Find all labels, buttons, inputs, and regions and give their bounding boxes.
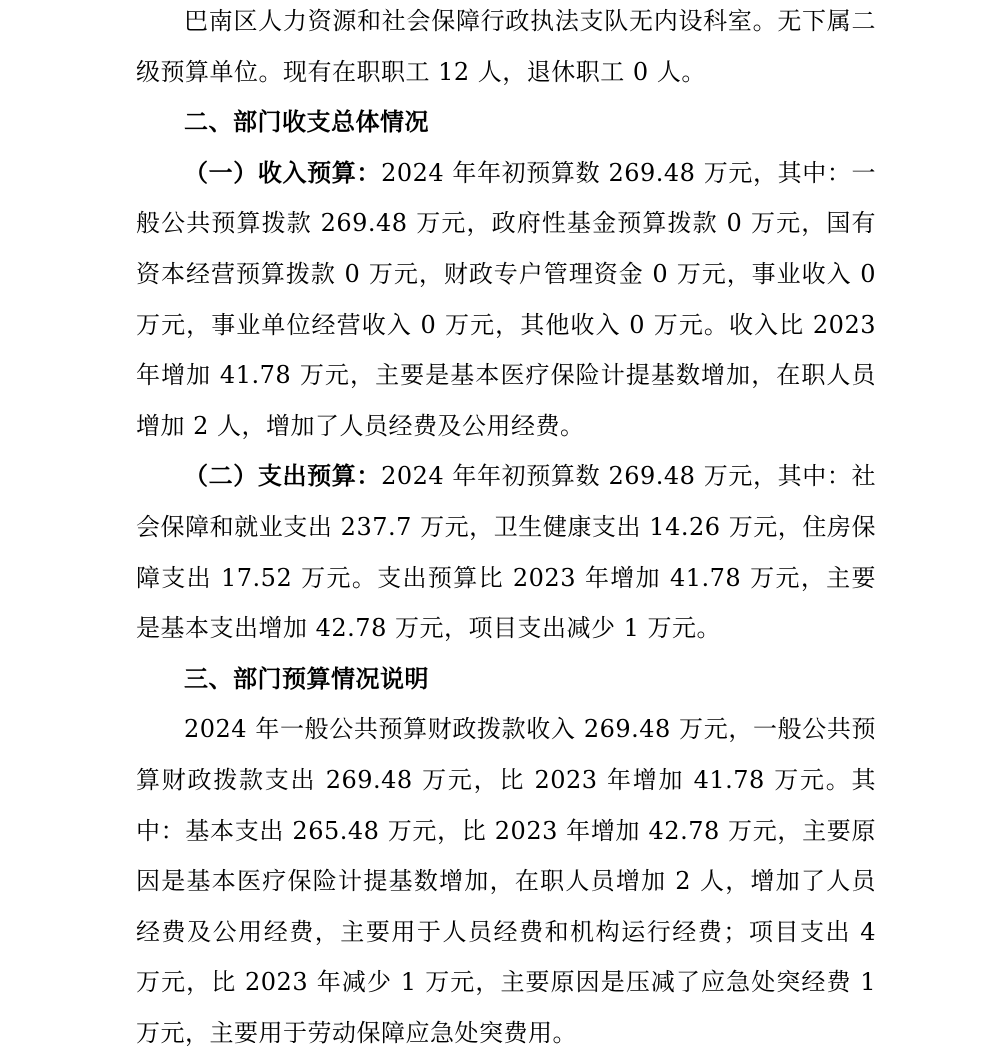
paragraph-expenditure-budget [136, 451, 876, 653]
paragraph-general-budget [136, 704, 876, 1058]
paragraph-income-budget [136, 148, 876, 452]
paragraph-lead: （二）支出预算： [184, 462, 382, 491]
paragraph-text: 巴南区人力资源和社会保障行政执法支队无内设科室。无下属二级预算单位。现有在职职工 12 人，退休职工 0 人。 [136, 7, 876, 86]
section-heading-budget-explanation: 三、部门预算情况说明 [184, 664, 429, 693]
paragraph-lead: （一）收入预算： [184, 158, 382, 187]
document-page [136, 0, 876, 1058]
section-heading-overall-budget: 二、部门收支总体情况 [184, 108, 429, 137]
paragraph-text: 2024 年年初预算数 269.48 万元，其中：一般公共预算拨款 269.48 万元，政府性基金预算拨款 0 万元，国有资本经营预算拨款 0 万元，财政专户管理资金 0 万元，事业收入 0 万元，事业单位经营收入 0 万元，其他收入 0 万元。收入比 2023 年增加 41.78 万元，主要是基本医疗保险计提基数增加，在职人员增加 2 人，增加了人员经费及公用经费。 [136, 158, 876, 440]
paragraph-text: 2024 年年初预算数 269.48 万元，其中：社会保障和就业支出 237.7 万元，卫生健康支出 14.26 万元，住房保障支出 17.52 万元。支出预算比 2023 年增加 41.78 万元，主要是基本支出增加 42.78 万元，项目支出减少 1 万元。 [136, 462, 876, 643]
paragraph-text: 2024 年一般公共预算财政拨款收入 269.48 万元，一般公共预算财政拨款支出 269.48 万元，比 2023 年增加 41.78 万元。其中：基本支出 265.48 万元，比 2023 年增加 42.78 万元，主要原因是基本医疗保险计提基数增加，在职人员增加 2 人，增加了人员经费及公用经费，主要用于人员经费和机构运行经费；项目支出 4 万元，比 2023 年减少 1 万元，主要原因是压减了应急处突经费 1 万元，主要用于劳动保障应急处突费用。 [136, 715, 876, 1047]
paragraph-staff-info [136, 0, 876, 97]
